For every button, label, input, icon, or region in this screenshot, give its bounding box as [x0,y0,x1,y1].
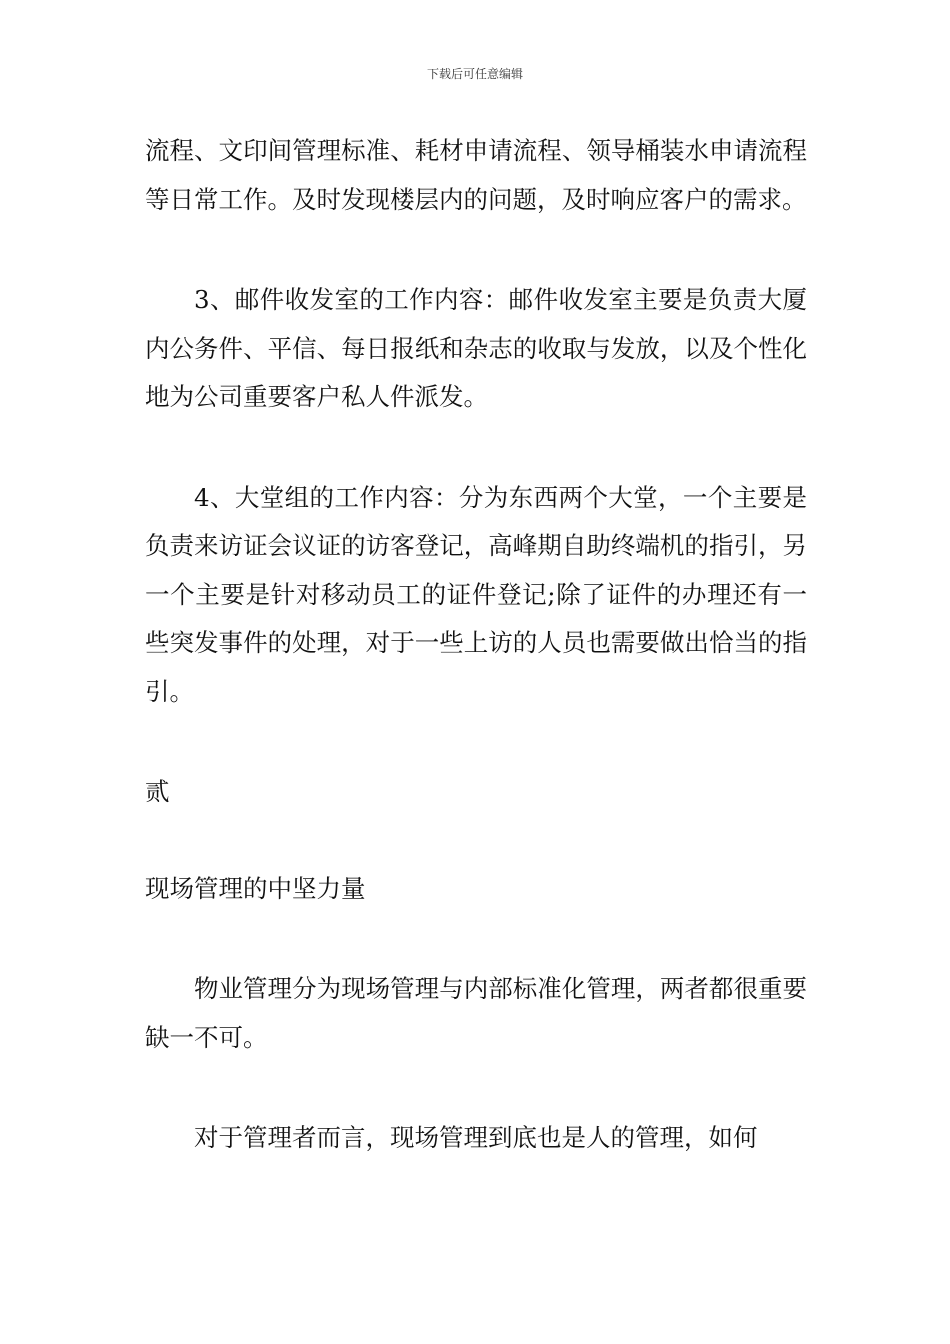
paragraph-property-management: 物业管理分为现场管理与内部标准化管理，两者都很重要缺一不可。 [145,974,807,1052]
paragraph-manager-view: 对于管理者而言，现场管理到底也是人的管理，如何 [194,1123,758,1152]
section-number: 贰 [145,777,170,806]
section-title: 现场管理的中坚力量 [145,873,366,903]
document-body [145,127,807,1163]
paragraph-continuation: 流程、文印间管理标准、耗材申请流程、领导桶装水申请流程等日常工作。及时发现楼层内的问题，及时响应客户的需求。 [145,136,807,214]
paragraph-mailroom: 3、邮件收发室的工作内容：邮件收发室主要是负责大厦内公务件、平信、每日报纸和杂志的收取与发放，以及个性化地为公司重要客户私人件派发。 [145,285,807,411]
page-header: 下载后可任意编辑 [426,67,523,81]
paragraph-lobby-group: 4、大堂组的工作内容：分为东西两个大堂，一个主要是负责来访证会议证的访客登记，高峰期自助终端机的指引，另一个主要是针对移动员工的证件登记;除了证件的办理还有一些突发事件的处理，对于一些上访的人员也需要做出恰当的指引。 [145,482,807,706]
